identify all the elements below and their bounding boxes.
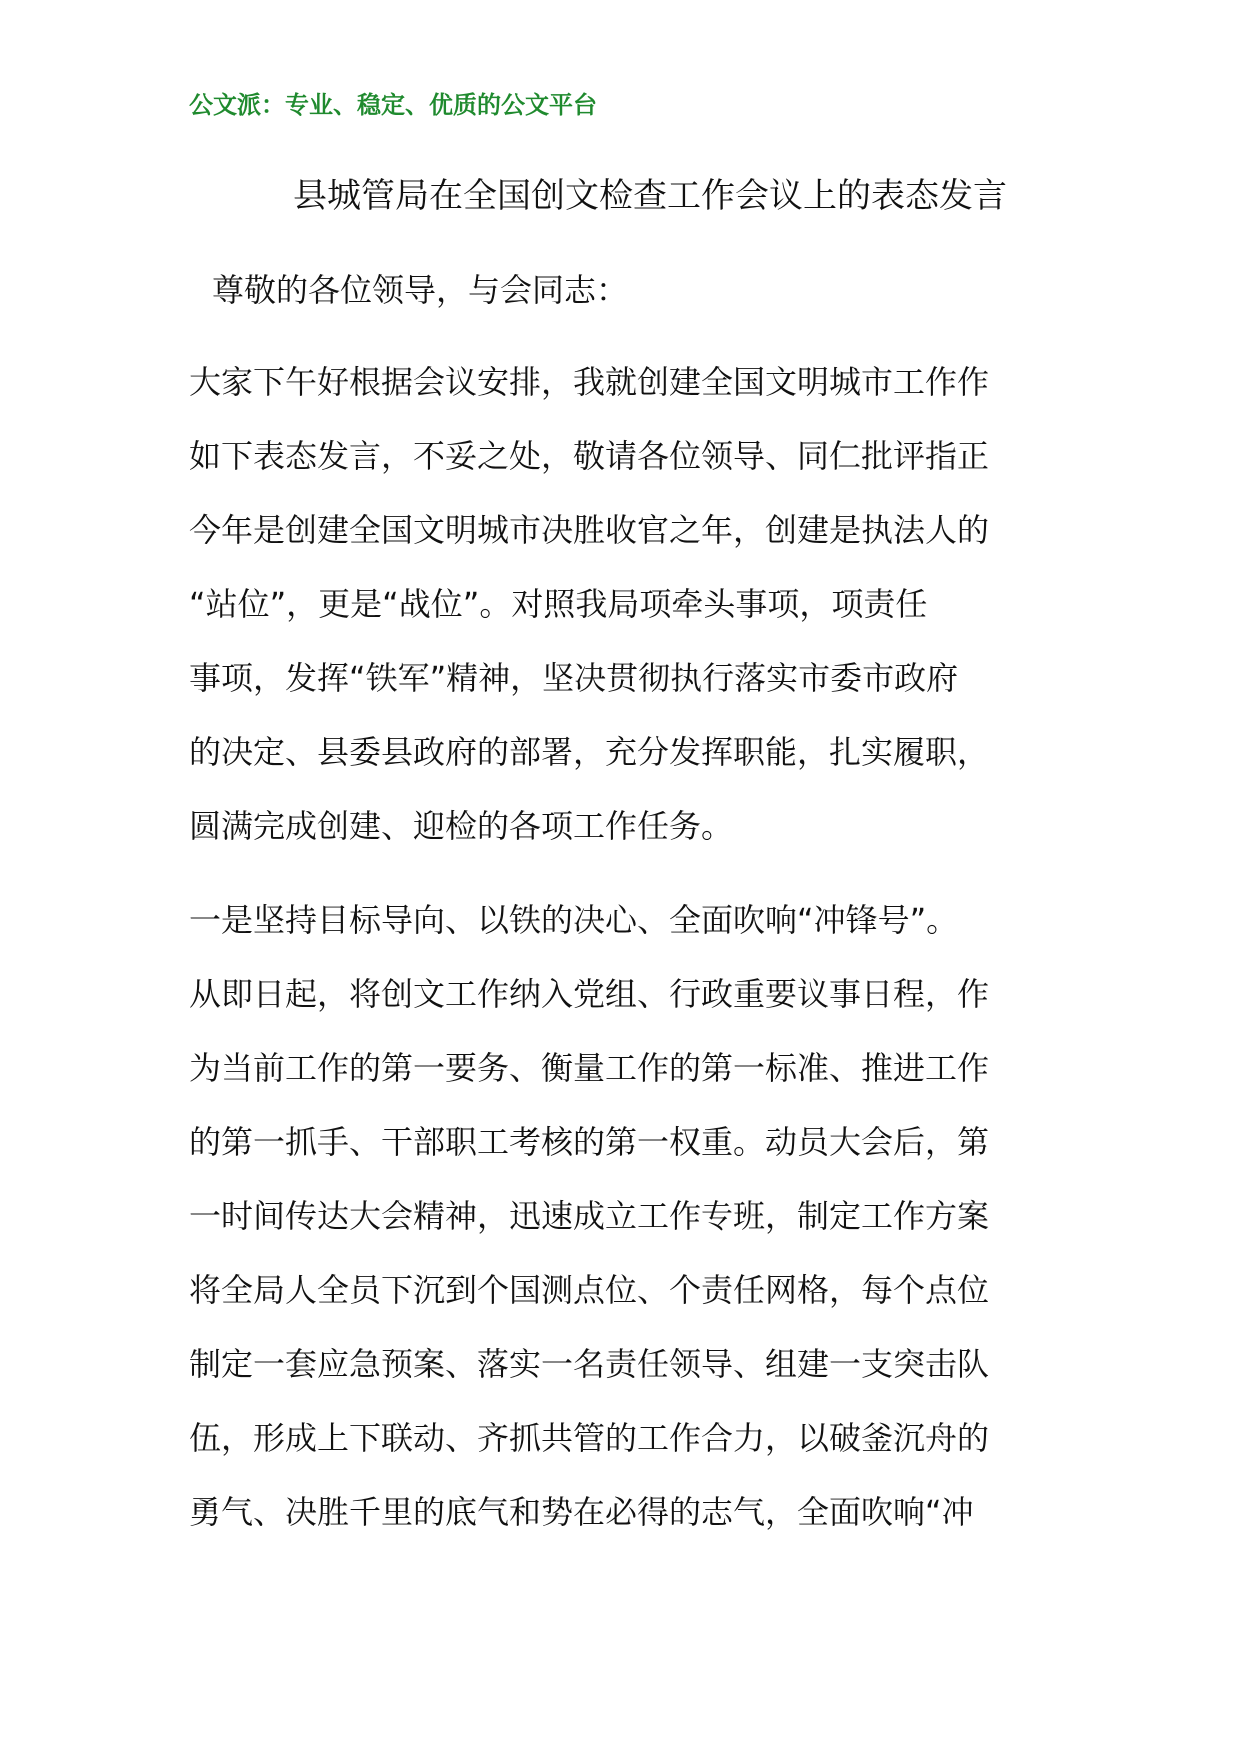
paragraph-line: 从即日起，将创文工作纳入党组、行政重要议事日程，作 [189, 975, 990, 1013]
salutation: 尊敬的各位领导，与会同志： [212, 271, 629, 309]
paragraph-line: 圆满完成创建、迎检的各项工作任务。 [189, 807, 734, 845]
paragraph-line: “站位”，更是“战位”。对照我局项牵头事项，项责任 [189, 585, 928, 623]
brand-header: 公文派：专业、稳定、优质的公文平台 [189, 91, 597, 119]
paragraph-line: 事项，发挥“铁军”精神，坚决贯彻执行落实市委市政府 [189, 659, 959, 697]
paragraph-line: 一是坚持目标导向、以铁的决心、全面吹响“冲锋号”。 [189, 901, 959, 939]
paragraph-line: 今年是创建全国文明城市决胜收官之年，创建是执法人的 [189, 511, 990, 549]
paragraph-line: 将全局人全员下沉到个国测点位、个责任网格，每个点位 [189, 1271, 990, 1309]
paragraph-line: 如下表态发言，不妥之处，敬请各位领导、同仁批评指正 [189, 437, 990, 475]
paragraph-line: 一时间传达大会精神，迅速成立工作专班，制定工作方案 [189, 1197, 990, 1235]
paragraph-line: 伍，形成上下联动、齐抓共管的工作合力，以破釜沉舟的 [189, 1419, 990, 1457]
paragraph-line: 的决定、县委县政府的部署，充分发挥职能，扎实履职， [189, 733, 990, 771]
paragraph-line: 的第一抓手、干部职工考核的第一权重。动员大会后，第 [189, 1123, 990, 1161]
paragraph-line: 制定一套应急预案、落实一名责任领导、组建一支突击队 [189, 1345, 990, 1383]
paragraph-line: 大家下午好根据会议安排，我就创建全国文明城市工作作 [189, 363, 990, 401]
document-title: 县城管局在全国创文检查工作会议上的表态发言 [293, 176, 1007, 216]
paragraph-line: 勇气、决胜千里的底气和势在必得的志气，全面吹响“冲 [189, 1493, 974, 1531]
paragraph-line: 为当前工作的第一要务、衡量工作的第一标准、推进工作 [189, 1049, 990, 1087]
